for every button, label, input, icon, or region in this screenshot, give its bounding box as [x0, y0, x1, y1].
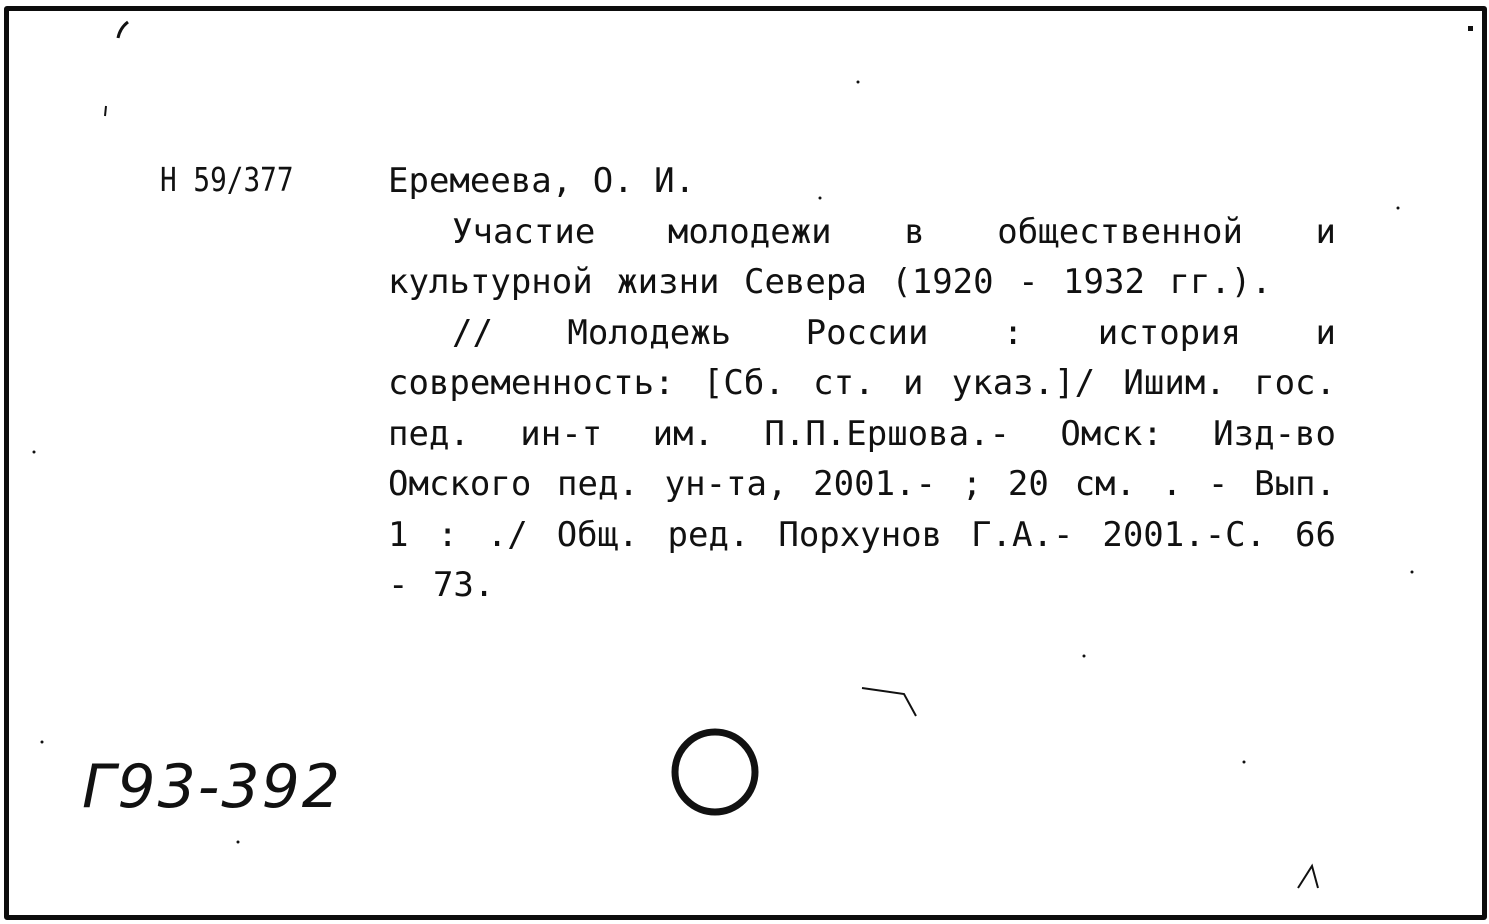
shelfmark: Н 59/377: [160, 160, 294, 199]
author: Еремеева, О. И.: [388, 161, 696, 201]
bibliographic-entry: [388, 156, 1336, 611]
handwritten-inventory-number: Г93-392: [82, 752, 342, 822]
title-paragraph: Участие молодежи в общественной и культурной жизни Севера (1920 - 1932 гг.).: [388, 211, 1336, 302]
punch-hole-icon: [669, 726, 761, 818]
source-paragraph: // Молодежь России : история и современность: [Сб. ст. и указ.]/ Ишим. гос. пед. ин-т им. П.П.Ершова.- Омск: Изд-во Омского пед. ун-та, 2001.- ; 20 см. . - Вып. 1 : ./ Общ. ред. Порхунов Г.А.- 2001.-С. 66 - 73.: [388, 312, 1336, 605]
